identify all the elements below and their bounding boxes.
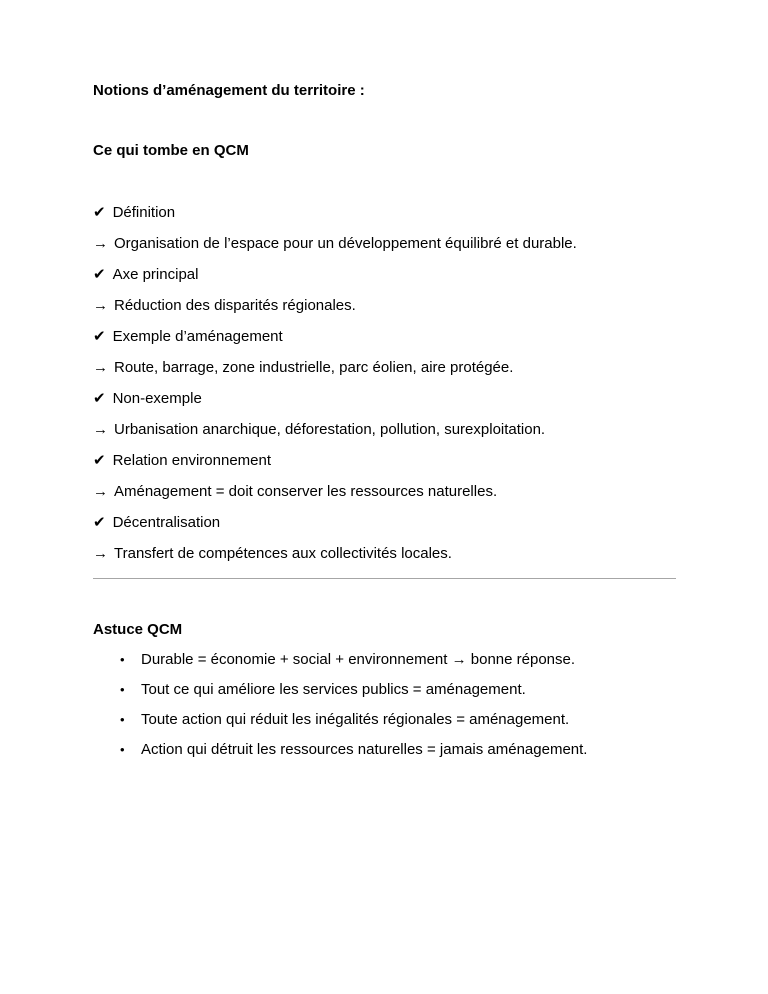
qcm-term-line: [93, 450, 676, 471]
qcm-term: Axe principal: [112, 266, 199, 283]
bullet-icon: •: [120, 742, 125, 757]
section-heading-qcm: Ce qui tombe en QCM: [93, 142, 249, 159]
arrow-icon: →: [93, 421, 108, 438]
arrow-icon: →: [93, 235, 108, 252]
tip-text: Toute action qui réduit les inégalités régionales = aménagement.: [141, 711, 570, 728]
arrow-icon: →: [93, 545, 108, 562]
qcm-answer-line: [93, 295, 676, 316]
bullet-icon: •: [120, 712, 125, 727]
qcm-answer-line: [93, 481, 676, 502]
list-item: [93, 679, 676, 700]
tip-text: Tout ce qui améliore les services publics = aménagement.: [141, 681, 526, 698]
arrow-icon: →: [93, 359, 108, 376]
qcm-term: Non-exemple: [112, 390, 202, 407]
check-icon: ✔: [93, 452, 106, 469]
arrow-icon: →: [93, 483, 108, 500]
section-divider: [93, 578, 676, 579]
qcm-answer-line: [93, 233, 676, 254]
qcm-term: Définition: [112, 204, 176, 221]
section-heading-astuce: Astuce QCM: [93, 621, 183, 638]
qcm-term-line: [93, 326, 676, 347]
qcm-term-line: [93, 202, 676, 223]
check-icon: ✔: [93, 514, 106, 531]
bullet-icon: •: [120, 682, 125, 697]
qcm-answer: Organisation de l’espace pour un développement équilibré et durable.: [114, 235, 577, 252]
qcm-answer-line: [93, 357, 676, 378]
arrow-icon: →: [93, 297, 108, 314]
qcm-term: Exemple d’aménagement: [112, 328, 283, 345]
qcm-answer: Urbanisation anarchique, déforestation, pollution, surexploitation.: [114, 421, 546, 438]
qcm-term: Décentralisation: [112, 514, 221, 531]
tip-text: Action qui détruit les ressources naturelles = jamais aménagement.: [141, 741, 588, 758]
check-icon: ✔: [93, 266, 106, 283]
qcm-answer: Réduction des disparités régionales.: [114, 297, 356, 314]
qcm-answer: Route, barrage, zone industrielle, parc éolien, aire protégée.: [114, 359, 514, 376]
document-title: Notions d’aménagement du territoire :: [93, 82, 365, 99]
qcm-answer: Aménagement = doit conserver les ressources naturelles.: [114, 483, 498, 500]
tip-text: Durable = économie + social + environnement → bonne réponse.: [141, 651, 576, 668]
list-item: [93, 709, 676, 730]
check-icon: ✔: [93, 204, 106, 221]
qcm-answer: Transfert de compétences aux collectivités locales.: [114, 545, 452, 562]
tips-list: [93, 649, 676, 760]
qcm-term-line: [93, 264, 676, 285]
qcm-answer-line: [93, 543, 676, 564]
qcm-answer-line: [93, 419, 676, 440]
qcm-list: [93, 202, 676, 564]
qcm-term-line: [93, 512, 676, 533]
check-icon: ✔: [93, 390, 106, 407]
qcm-term: Relation environnement: [112, 452, 272, 469]
bullet-icon: •: [120, 652, 125, 667]
list-item: [93, 649, 676, 670]
qcm-term-line: [93, 388, 676, 409]
check-icon: ✔: [93, 328, 106, 345]
list-item: [93, 739, 676, 760]
